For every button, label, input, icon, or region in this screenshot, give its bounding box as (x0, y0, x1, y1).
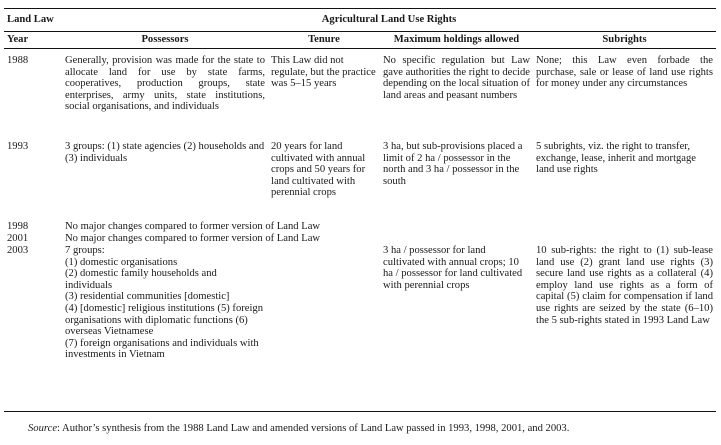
source-text: : Author’s synthesis from the 1988 Land Law and amended versions of Land Law passed in 1993, 1998, 2001, and 2003. (57, 423, 570, 434)
table-row-2001 (4, 233, 716, 245)
header-possessors: Possessors (141, 34, 189, 46)
max-holdings-cell: No specific regulation but Law gave authorities the right to decide depending on the local situation of land areas and peasant numbers (383, 55, 530, 101)
subrights-cell: 5 subrights, viz. the right to transfer, exchange, lease, inherit and mortgage land use rights (536, 141, 697, 176)
tenure-cell: This Law did not regulate, but the practice was 5–15 years (271, 55, 376, 90)
year-cell: 1993 (7, 141, 29, 152)
header-agricultural-land-use-rights: Agricultural Land Use Rights (62, 9, 716, 32)
header-max-holdings: Maximum holdings allowed (393, 34, 520, 46)
source-label: Source (28, 423, 58, 434)
table-row-1988 (4, 49, 716, 142)
max-holdings-cell: 3 ha / possessor for land cultivated with annual crops; 10 ha / possessor for land cultivated with perennial crops (383, 245, 523, 291)
header-subrights: Subrights (602, 34, 647, 46)
table-row-1998 (4, 221, 716, 233)
possessors-cell: Generally, provision was made for the state to allocate land for use by state farms, cooperatives, production groups, state enterprises, army units, state institutions, social organisations, and individuals (65, 55, 265, 113)
possessors-cell: No major changes compared to former version of Land Law (65, 233, 321, 244)
possessors-cell: No major changes compared to former version of Land Law (65, 221, 321, 232)
subrights-cell: None; this Law even forbade the purchase, sale or lease of land use rights for money under any circumstances (536, 55, 713, 90)
table-row-2003 (4, 245, 716, 412)
source-note (28, 423, 569, 434)
possessors-cell: 7 groups: (1) domestic organisations (2) domestic family households and individuals (3) residential communities [domestic] (4) [domestic] religious institutions (5) foreign organisations with diplomatic functions (6) overseas Vietnamese (7) foreign organisations and individuals with investments in Vietnam (65, 245, 264, 361)
possessors-cell: 3 groups: (1) state agencies (2) households and (3) individuals (65, 141, 265, 164)
subrights-cell: 10 sub-rights: the right to (1) sub-lease land use (2) grant land use rights (3) secure land use rights as a collateral (4) employ land use rights as a form of capital (5) claim for compensation if land use rights are seized by the state (6–10) the 5 sub-rights stated in 1993 Land Law (536, 245, 713, 326)
year-cell: 1988 (7, 55, 29, 66)
year-cell: 1998 (7, 221, 29, 232)
table-row-1993 (4, 141, 716, 221)
header-tenure: Tenure (308, 34, 340, 46)
tenure-cell: 20 years for land cultivated with annual crops and 50 years for land cultivated with perennial crops (271, 141, 366, 199)
year-cell: 2001 (7, 233, 29, 244)
tenure-cell (268, 245, 380, 412)
year-cell: 2003 (7, 245, 29, 256)
land-rights-table (4, 8, 716, 412)
header-year: Year (7, 34, 29, 46)
header-land-law: Land Law (4, 9, 62, 32)
max-holdings-cell: 3 ha, but sub-provisions placed a limit of 2 ha / possessor in the north and 3 ha / possessor in the south (383, 141, 523, 187)
